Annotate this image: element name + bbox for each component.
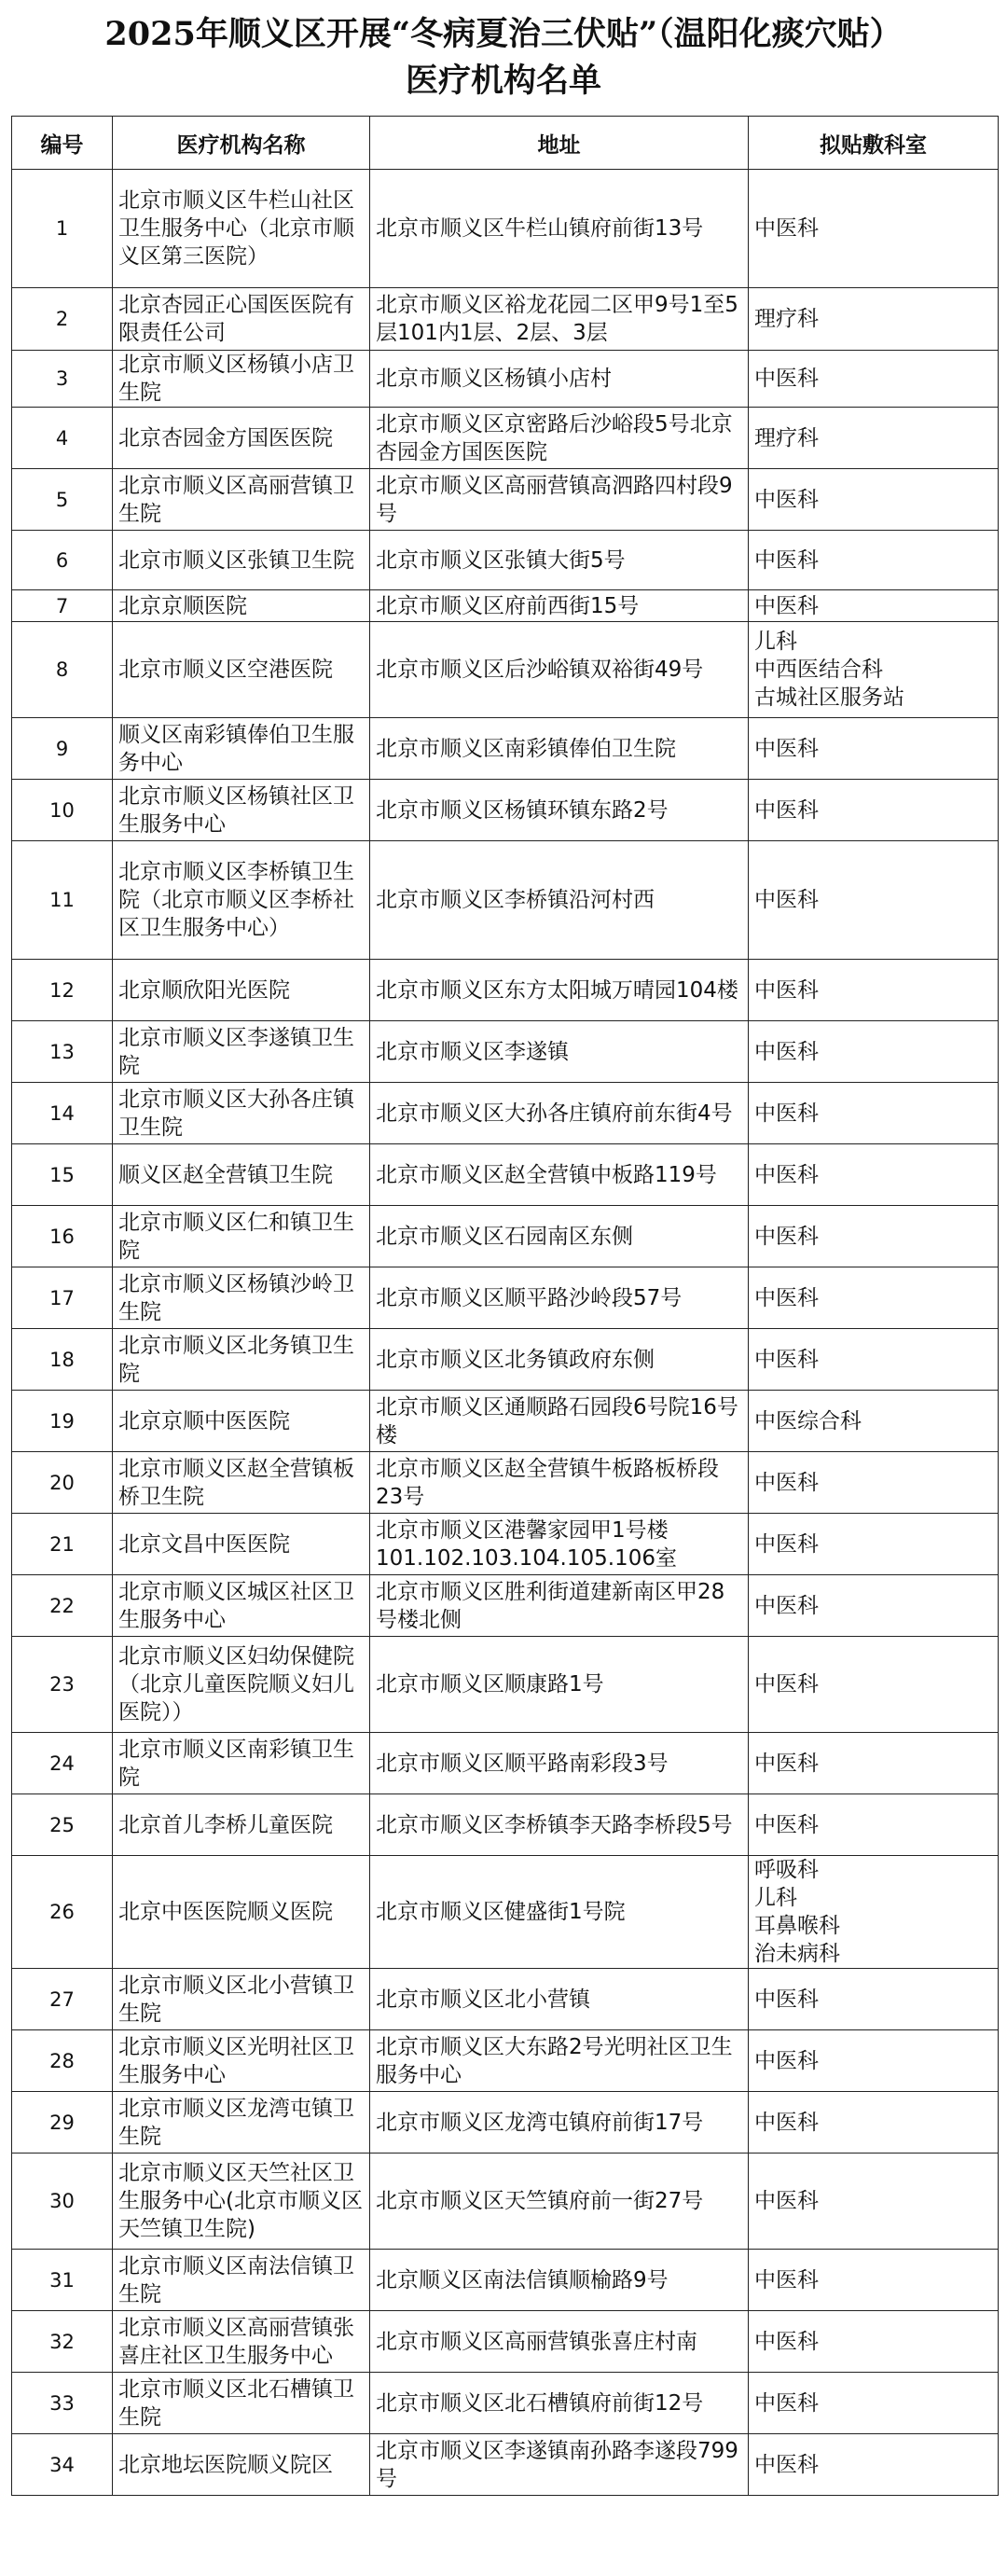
table-row [12,1452,999,1514]
row-number: 28 [12,2030,113,2092]
department-cell [749,1575,999,1637]
row-number: 15 [12,1144,113,1206]
institution-address: 北京市顺义区李桥镇李天路李桥段5号 [370,1794,749,1856]
institution-address: 北京顺义区南法信镇顺榆路9号 [370,2250,749,2311]
table-row [12,590,999,622]
row-number: 3 [12,351,113,408]
table-row [12,288,999,351]
department-cell [749,531,999,590]
department-name: 中医科 [754,216,819,241]
institution-address: 北京市顺义区大东路2号光明社区卫生服务中心 [370,2030,749,2092]
department-name: 中医科 [754,1812,819,1837]
table-row [12,1637,999,1733]
table-row [12,1329,999,1391]
institution-name: 北京市顺义区杨镇沙岭卫生院 [113,1267,370,1329]
institution-name: 北京中医医院顺义医院 [113,1856,370,1969]
department-name: 中医综合科 [754,1408,862,1433]
row-number: 19 [12,1391,113,1452]
table-row [12,1969,999,2030]
institution-name: 北京市顺义区龙湾屯镇卫生院 [113,2092,370,2154]
table-row [12,780,999,841]
department-name: 中医科 [754,593,819,618]
row-number: 27 [12,1969,113,2030]
row-number: 17 [12,1267,113,1329]
row-number: 31 [12,2250,113,2311]
department-name: 中医科 [754,367,819,391]
table-header-row [12,117,999,170]
row-number: 20 [12,1452,113,1514]
department-name: 中医科 [754,736,819,761]
department-cell [749,351,999,408]
row-number: 12 [12,960,113,1021]
table-row [12,2434,999,2496]
row-number: 14 [12,1083,113,1144]
row-number: 34 [12,2434,113,2496]
institution-name: 北京市顺义区杨镇小店卫生院 [113,351,370,408]
table-row [12,960,999,1021]
department-name: 耳鼻喉科 [754,1914,840,1938]
department-name: 中医科 [754,977,819,1003]
institution-address: 北京市顺义区府前西街15号 [370,590,749,622]
department-name: 治未病科 [754,1942,840,1966]
institution-address: 北京市顺义区胜利街道建新南区甲28号楼北侧 [370,1575,749,1637]
table-row [12,841,999,960]
row-number: 2 [12,288,113,351]
table-row [12,408,999,469]
row-number: 33 [12,2373,113,2434]
department-name: 中医科 [754,487,819,512]
department-cell [749,1794,999,1856]
institution-address: 北京市顺义区通顺路石园段6号院16号楼 [370,1391,749,1452]
department-cell [749,2373,999,2434]
department-name: 中医科 [754,1531,819,1557]
institution-name: 北京市顺义区妇幼保健院（北京儿童医院顺义妇儿医院）） [113,1637,370,1733]
institution-address: 北京市顺义区牛栏山镇府前街13号 [370,170,749,288]
table-row [12,1794,999,1856]
institution-address: 北京市顺义区后沙峪镇双裕街49号 [370,622,749,718]
department-name: 中医科 [754,1470,819,1495]
department-name: 中医科 [754,1347,819,1372]
institution-name: 北京市顺义区高丽营镇张喜庄社区卫生服务中心 [113,2311,370,2373]
institution-address: 北京市顺义区高丽营镇高泗路四村段9号 [370,469,749,531]
institution-address: 北京市顺义区李遂镇南孙路李遂段799号 [370,2434,749,2496]
table-row [12,1144,999,1206]
table-row [12,1391,999,1452]
institution-address: 北京市顺义区高丽营镇张喜庄村南 [370,2311,749,2373]
institution-name: 北京市顺义区南彩镇卫生院 [113,1733,370,1794]
institution-address: 北京市顺义区南彩镇俸伯卫生院 [370,718,749,780]
department-cell [749,622,999,718]
department-cell [749,590,999,622]
department-cell [749,1206,999,1267]
department-cell [749,1969,999,2030]
department-cell [749,1083,999,1144]
department-cell [749,1021,999,1083]
institution-address: 北京市顺义区裕龙花园二区甲9号1至5层101内1层、2层、3层 [370,288,749,351]
department-cell [749,1637,999,1733]
table-row [12,2250,999,2311]
department-cell [749,2434,999,2496]
department-cell [749,960,999,1021]
institution-address: 北京市顺义区顺平路沙岭段57号 [370,1267,749,1329]
institution-address: 北京市顺义区张镇大街5号 [370,531,749,590]
table-row [12,1267,999,1329]
table-row [12,622,999,718]
department-name: 中医科 [754,547,819,573]
institution-address: 北京市顺义区石园南区东侧 [370,1206,749,1267]
department-name: 呼吸科 [754,1858,819,1882]
department-name: 中医科 [754,1162,819,1187]
department-cell [749,2030,999,2092]
institution-name: 北京市顺义区仁和镇卫生院 [113,1206,370,1267]
institution-address: 北京市顺义区杨镇小店村 [370,351,749,408]
row-number: 18 [12,1329,113,1391]
row-number: 1 [12,170,113,288]
row-number: 22 [12,1575,113,1637]
department-cell [749,469,999,531]
institution-address: 北京市顺义区港馨家园甲1号楼101.102.103.104.105.106室 [370,1514,749,1575]
institution-name: 北京地坛医院顺义院区 [113,2434,370,2496]
institution-address: 北京市顺义区龙湾屯镇府前街17号 [370,2092,749,2154]
department-name: 中医科 [754,1751,819,1776]
row-number: 24 [12,1733,113,1794]
department-name: 中医科 [754,797,819,823]
institution-address: 北京市顺义区赵全营镇牛板路板桥段23号 [370,1452,749,1514]
title-line-1: 2025年顺义区开展“冬病夏治三伏贴”（温阳化痰穴贴） [104,15,903,53]
row-number: 4 [12,408,113,469]
institution-name: 顺义区赵全营镇卫生院 [113,1144,370,1206]
institution-name: 北京顺欣阳光医院 [113,960,370,1021]
row-number: 5 [12,469,113,531]
department-cell [749,1329,999,1391]
table-row [12,1206,999,1267]
institution-address: 北京市顺义区北小营镇 [370,1969,749,2030]
institution-address: 北京市顺义区京密路后沙峪段5号北京杏园金方国医医院 [370,408,749,469]
institution-name: 北京杏园正心国医医院有限责任公司 [113,288,370,351]
department-cell [749,288,999,351]
department-cell [749,780,999,841]
institution-address: 北京市顺义区顺平路南彩段3号 [370,1733,749,1794]
institution-name: 北京市顺义区高丽营镇卫生院 [113,469,370,531]
institution-address: 北京市顺义区健盛街1号院 [370,1856,749,1969]
row-number: 10 [12,780,113,841]
institution-address: 北京市顺义区天竺镇府前一街27号 [370,2154,749,2250]
header-address: 地址 [370,117,749,170]
table-row [12,1733,999,1794]
department-name: 中医科 [754,1593,819,1618]
header-number: 编号 [12,117,113,170]
row-number: 13 [12,1021,113,1083]
row-number: 23 [12,1637,113,1733]
department-name: 中医科 [754,2110,819,2135]
table-row [12,718,999,780]
institution-name: 北京市顺义区北小营镇卫生院 [113,1969,370,2030]
department-cell [749,1514,999,1575]
institution-name: 北京市顺义区牛栏山社区卫生服务中心（北京市顺义区第三医院） [113,170,370,288]
table-row [12,2092,999,2154]
institution-address: 北京市顺义区大孙各庄镇府前东街4号 [370,1083,749,1144]
department-cell [749,2154,999,2250]
department-name: 中西医结合科 [754,658,883,682]
page-title [0,0,1007,104]
institution-name: 北京市顺义区大孙各庄镇卫生院 [113,1083,370,1144]
department-cell [749,1733,999,1794]
row-number: 16 [12,1206,113,1267]
institution-address: 北京市顺义区李遂镇 [370,1021,749,1083]
department-cell [749,1856,999,1969]
table-row [12,170,999,288]
row-number: 6 [12,531,113,590]
institution-name: 北京市顺义区北石槽镇卫生院 [113,2373,370,2434]
table-row [12,2030,999,2092]
department-name: 中医科 [754,2390,819,2416]
institution-name: 北京京顺中医医院 [113,1391,370,1452]
institution-table [11,116,999,2496]
department-cell [749,1267,999,1329]
table-row [12,469,999,531]
department-name: 中医科 [754,2048,819,2073]
department-cell [749,841,999,960]
title-line-2: 医疗机构名单 [405,62,601,100]
department-cell [749,2311,999,2373]
department-name: 理疗科 [754,307,819,331]
department-name: 中医科 [754,1987,819,2012]
institution-name: 北京市顺义区北务镇卫生院 [113,1329,370,1391]
table-row [12,1856,999,1969]
department-cell [749,1452,999,1514]
institution-name: 北京市顺义区天竺社区卫生服务中心(北京市顺义区天竺镇卫生院) [113,2154,370,2250]
department-cell [749,2092,999,2154]
department-cell [749,2250,999,2311]
table-row [12,1575,999,1637]
department-name: 儿科 [754,630,797,654]
table-row [12,2373,999,2434]
row-number: 21 [12,1514,113,1575]
institution-name: 北京京顺医院 [113,590,370,622]
row-number: 11 [12,841,113,960]
institution-address: 北京市顺义区顺康路1号 [370,1637,749,1733]
institution-name: 顺义区南彩镇俸伯卫生服务中心 [113,718,370,780]
row-number: 26 [12,1856,113,1969]
institution-address: 北京市顺义区李桥镇沿河村西 [370,841,749,960]
institution-name: 北京首儿李桥儿童医院 [113,1794,370,1856]
table-row [12,351,999,408]
table-body [12,170,999,2496]
department-cell [749,1144,999,1206]
department-name: 中医科 [754,1672,819,1697]
header-department: 拟贴敷科室 [749,117,999,170]
department-cell [749,408,999,469]
institution-address: 北京市顺义区北石槽镇府前街12号 [370,2373,749,2434]
row-number: 9 [12,718,113,780]
row-number: 7 [12,590,113,622]
institution-name: 北京市顺义区赵全营镇板桥卫生院 [113,1452,370,1514]
institution-name: 北京市顺义区光明社区卫生服务中心 [113,2030,370,2092]
institution-address: 北京市顺义区赵全营镇中板路119号 [370,1144,749,1206]
institution-name: 北京市顺义区李桥镇卫生院（北京市顺义区李桥社区卫生服务中心） [113,841,370,960]
table-row [12,2154,999,2250]
department-name: 中医科 [754,1285,819,1310]
row-number: 25 [12,1794,113,1856]
institution-name: 北京市顺义区空港医院 [113,622,370,718]
department-cell [749,170,999,288]
department-name: 中医科 [754,888,819,912]
department-name: 中医科 [754,1039,819,1064]
department-name: 古城社区服务站 [754,686,904,710]
department-cell [749,718,999,780]
institution-name: 北京市顺义区张镇卫生院 [113,531,370,590]
institution-name: 北京文昌中医医院 [113,1514,370,1575]
institution-address: 北京市顺义区杨镇环镇东路2号 [370,780,749,841]
header-institution-name: 医疗机构名称 [113,117,370,170]
institution-address: 北京市顺义区东方太阳城万晴园104楼 [370,960,749,1021]
department-name: 中医科 [754,1224,819,1249]
department-name: 中医科 [754,2329,819,2354]
row-number: 30 [12,2154,113,2250]
institution-name: 北京市顺义区南法信镇卫生院 [113,2250,370,2311]
table-row [12,531,999,590]
institution-name: 北京市顺义区城区社区卫生服务中心 [113,1575,370,1637]
institution-name: 北京市顺义区杨镇社区卫生服务中心 [113,780,370,841]
row-number: 29 [12,2092,113,2154]
table-row [12,1514,999,1575]
department-name: 中医科 [754,2267,819,2292]
department-name: 儿科 [754,1886,797,1910]
row-number: 8 [12,622,113,718]
table-row [12,2311,999,2373]
table-row [12,1083,999,1144]
department-name: 中医科 [754,2452,819,2477]
department-cell [749,1391,999,1452]
institution-address: 北京市顺义区北务镇政府东侧 [370,1329,749,1391]
table-row [12,1021,999,1083]
department-name: 中医科 [754,2189,819,2213]
department-name: 理疗科 [754,425,819,450]
institution-name: 北京杏园金方国医医院 [113,408,370,469]
department-name: 中医科 [754,1101,819,1126]
row-number: 32 [12,2311,113,2373]
institution-name: 北京市顺义区李遂镇卫生院 [113,1021,370,1083]
